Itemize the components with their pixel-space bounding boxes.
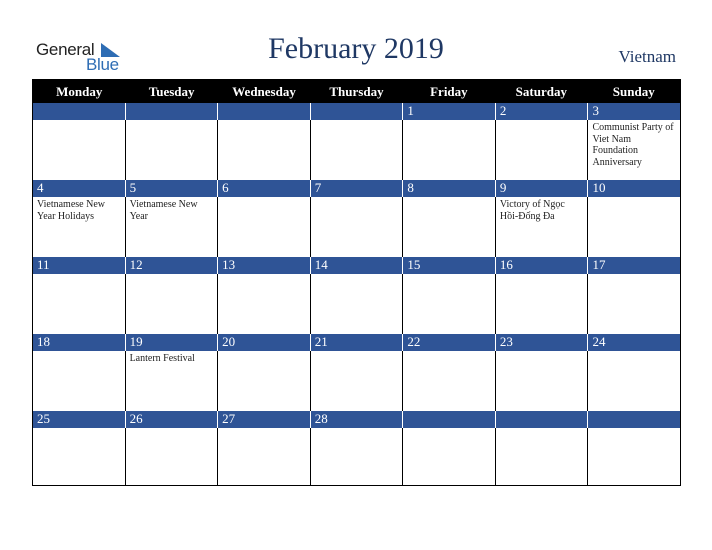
day-number: 9	[495, 180, 588, 197]
day-number	[402, 411, 495, 428]
day-cells	[33, 120, 680, 180]
logo-text-blue: Blue	[86, 55, 119, 74]
day-number-bar	[33, 334, 680, 351]
day-number: 6	[217, 180, 310, 197]
day-number: 8	[402, 180, 495, 197]
day-cell	[495, 351, 588, 411]
week-row-1	[33, 103, 680, 180]
day-number: 16	[495, 257, 588, 274]
day-number: 28	[310, 411, 403, 428]
day-cell: Communist Party of Viet Nam Foundation Anniversary	[587, 120, 680, 180]
day-number	[310, 103, 403, 120]
day-cells	[33, 428, 680, 486]
day-number: 20	[217, 334, 310, 351]
day-number: 4	[37, 180, 44, 195]
weekday-tuesday: Tuesday	[148, 84, 195, 99]
day-number: 10	[587, 180, 680, 197]
day-number	[33, 103, 125, 120]
day-cell	[217, 428, 310, 486]
day-cell: Lantern Festival	[125, 351, 218, 411]
day-cell	[310, 120, 403, 180]
day-cell: Victory of Ngọc Hồi-Đống Đa	[495, 197, 588, 257]
day-cells	[33, 274, 680, 334]
day-number	[125, 103, 218, 120]
day-cell	[310, 428, 403, 486]
day-number: 3	[587, 103, 680, 120]
weekday-saturday: Saturday	[515, 84, 567, 99]
day-number: 18	[37, 334, 50, 349]
day-number: 7	[310, 180, 403, 197]
day-cells	[33, 197, 680, 257]
day-number: 23	[495, 334, 588, 351]
day-number: 14	[310, 257, 403, 274]
day-cell	[125, 120, 218, 180]
weekday-thursday: Thursday	[329, 84, 384, 99]
day-cell	[217, 197, 310, 257]
weekday-header	[33, 80, 680, 103]
day-number: 17	[587, 257, 680, 274]
day-number: 27	[217, 411, 310, 428]
page-title: February 2019	[268, 32, 444, 65]
day-number: 19	[125, 334, 218, 351]
day-number: 15	[402, 257, 495, 274]
day-cell	[495, 428, 588, 486]
day-cell	[310, 197, 403, 257]
day-cell	[495, 120, 588, 180]
day-cell: Vietnamese New Year	[125, 197, 218, 257]
day-cell	[33, 274, 125, 334]
week-row-4	[33, 334, 680, 411]
day-number: 21	[310, 334, 403, 351]
day-cell	[402, 428, 495, 486]
day-cell	[402, 274, 495, 334]
day-cell: Vietnamese New Year Holidays	[37, 199, 105, 222]
logo-text-general: General	[36, 40, 95, 59]
day-cell	[587, 351, 680, 411]
day-cells	[33, 351, 680, 411]
week-row-5	[33, 411, 680, 486]
weekday-monday: Monday	[56, 84, 103, 99]
day-number: 5	[125, 180, 218, 197]
day-cell	[587, 428, 680, 486]
day-number: 11	[37, 257, 50, 272]
day-cell	[217, 351, 310, 411]
day-number	[495, 411, 588, 428]
day-number: 13	[217, 257, 310, 274]
week-row-2	[33, 180, 680, 257]
day-number-bar	[33, 180, 680, 197]
day-cell	[125, 428, 218, 486]
day-number: 1	[402, 103, 495, 120]
week-row-3	[33, 257, 680, 334]
day-cell	[33, 120, 125, 180]
day-cell	[217, 274, 310, 334]
day-number: 26	[125, 411, 218, 428]
day-cell	[402, 120, 495, 180]
day-cell	[402, 197, 495, 257]
day-number	[217, 103, 310, 120]
day-cell	[402, 351, 495, 411]
weekday-wednesday: Wednesday	[232, 84, 296, 99]
day-cell	[125, 274, 218, 334]
day-number: 12	[125, 257, 218, 274]
day-number-bar	[33, 411, 680, 428]
day-cell	[587, 274, 680, 334]
day-number: 22	[402, 334, 495, 351]
day-cell	[33, 351, 125, 411]
day-cell	[310, 351, 403, 411]
day-number: 24	[587, 334, 680, 351]
calendar-grid	[32, 79, 681, 486]
day-number: 25	[37, 411, 50, 426]
day-cell	[33, 428, 125, 486]
day-cell	[310, 274, 403, 334]
day-number-bar	[33, 257, 680, 274]
weekday-sunday: Sunday	[612, 84, 655, 99]
day-number-bar	[33, 103, 680, 120]
day-number: 2	[495, 103, 588, 120]
day-cell	[587, 197, 680, 257]
day-cell	[495, 274, 588, 334]
country-label: Vietnam	[618, 47, 676, 66]
day-cell	[217, 120, 310, 180]
day-number	[587, 411, 680, 428]
weekday-friday: Friday	[430, 84, 468, 99]
